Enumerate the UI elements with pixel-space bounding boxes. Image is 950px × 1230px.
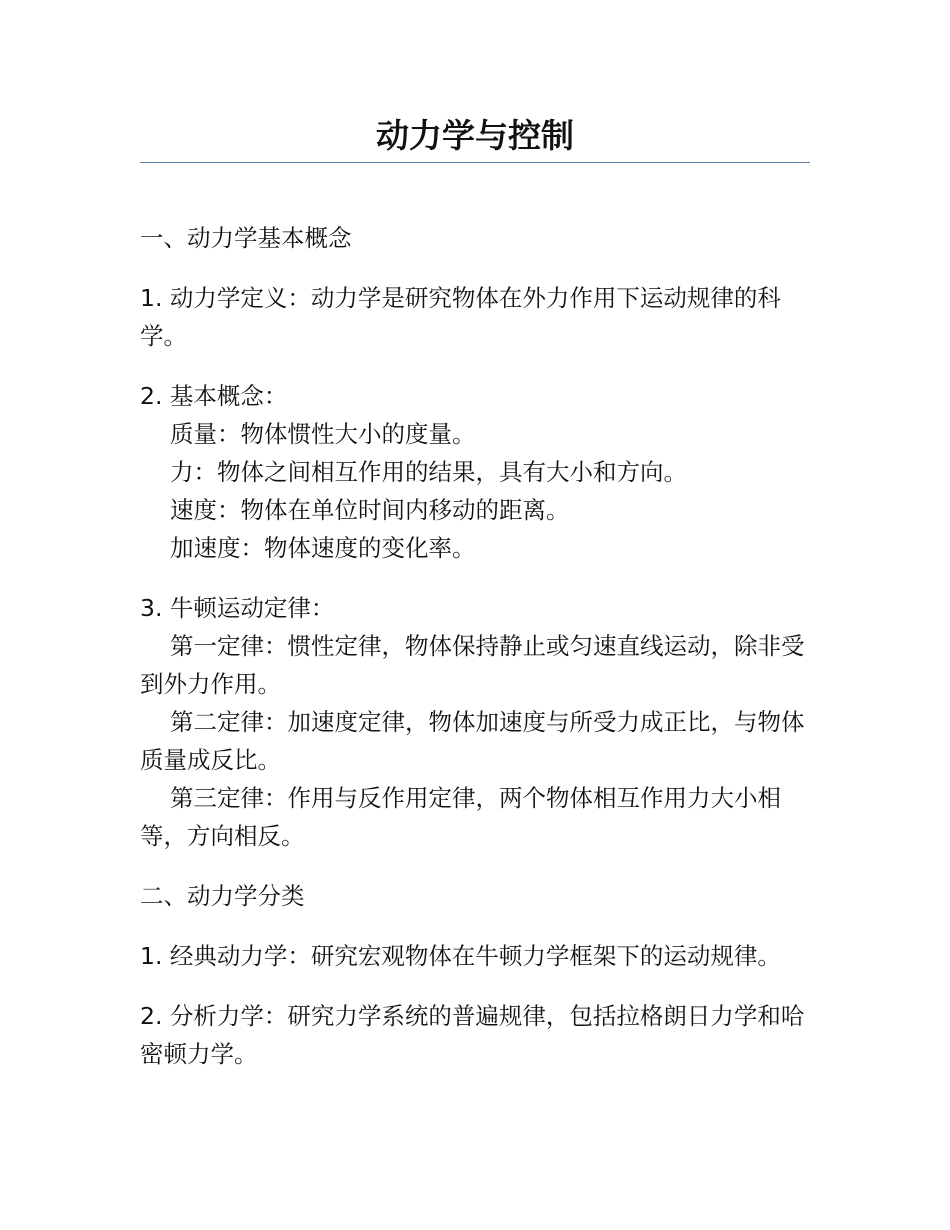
section-heading-dynamics-classification: 二、动力学分类 [140,882,305,910]
law-item-first: 第一定律：惯性定律，物体保持静止或匀速直线运动，除非受到外力作用。 [140,632,805,698]
concept-item-acceleration: 加速度：物体速度的变化率。 [170,534,476,562]
paragraph-basic-concepts-heading: 2. 基本概念： [140,382,288,410]
law-item-third: 第三定律：作用与反作用定律，两个物体相互作用力大小相等，方向相反。 [140,784,781,850]
paragraph-analytical-mechanics: 2. 分析力学：研究力学系统的普遍规律，包括拉格朗日力学和哈密顿力学。 [140,1002,805,1068]
concept-item-velocity: 速度：物体在单位时间内移动的距离。 [170,496,570,524]
paragraph-classical-dynamics: 1. 经典动力学：研究宏观物体在牛顿力学框架下的运动规律。 [140,942,781,970]
document-title: 动力学与控制 [376,116,574,155]
law-item-second: 第二定律：加速度定律，物体加速度与所受力成正比，与物体质量成反比。 [140,708,805,774]
concept-item-force: 力：物体之间相互作用的结果，具有大小和方向。 [170,458,687,486]
document-body [140,219,810,1073]
section-heading-basic-concepts: 一、动力学基本概念 [140,224,352,252]
title-divider [140,162,810,163]
concept-item-mass: 质量：物体惯性大小的度量。 [170,420,476,448]
paragraph-dynamics-definition: 1. 动力学定义：动力学是研究物体在外力作用下运动规律的科学。 [140,284,781,350]
paragraph-newton-laws-heading: 3. 牛顿运动定律： [140,594,335,622]
